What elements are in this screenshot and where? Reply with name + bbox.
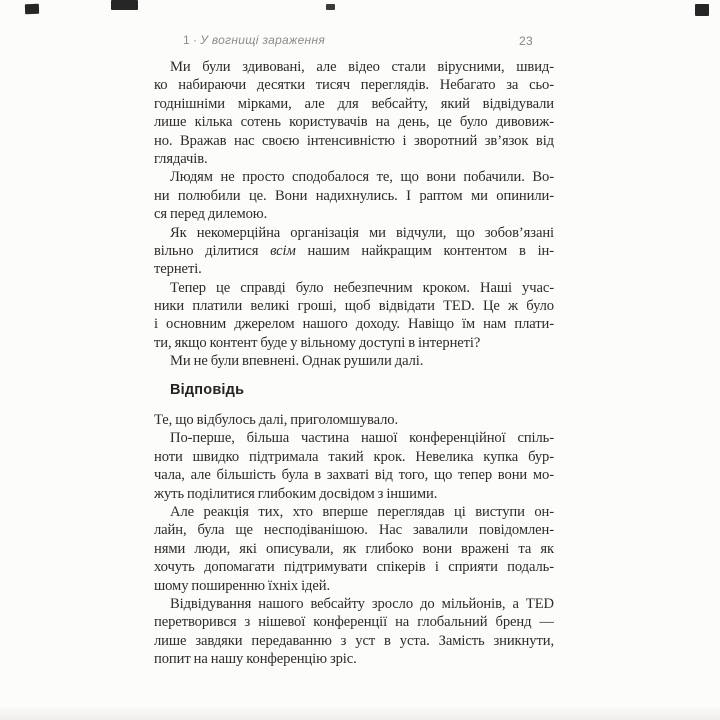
- text-line: годнішніми мірками, але для вебсайту, який відвідували: [154, 95, 554, 112]
- text-line: тернеті.: [154, 261, 202, 278]
- scan-artifact: [695, 4, 709, 16]
- page-number: 23: [519, 34, 533, 48]
- text-line: Відвідування нашого вебсайту зросло до мільйонів, а TED: [170, 595, 554, 612]
- text-line: чала, але більшість була в захваті від того, що тепер вони мо-: [154, 467, 554, 484]
- text-segment: нашим найкращим контентом в ін-: [307, 242, 554, 259]
- text-line: Ми були здивовані, але відео стали вірусними, швид-: [170, 59, 554, 75]
- text-line: Ми не були впевнені. Однак рушили далі.: [170, 353, 424, 370]
- text-line: хочуть допомагати підтримувати спікерів і сприяти подаль-: [154, 559, 554, 576]
- text-line: ники платили великі гроші, щоб відвідати TED. Це ж було: [154, 298, 554, 315]
- text-segment: вільно ділитися: [154, 242, 259, 259]
- text-line: глядачів.: [154, 150, 208, 167]
- page-edge-shadow: [0, 706, 720, 720]
- text-line: Людям не просто сподобалося те, що вони побачили. Во-: [170, 169, 554, 186]
- scan-artifact: [326, 4, 335, 10]
- text-line: ноти швидко підтримала такий крок. Невелика купка бур-: [154, 448, 554, 465]
- paragraph: [154, 168, 554, 223]
- chapter-title: У вогнищі зараження: [200, 33, 326, 47]
- paragraph: [154, 411, 554, 429]
- text-line: лише завдяки передаванню з уст в уста. Замість зникнути,: [154, 632, 554, 649]
- scan-artifact: [111, 0, 138, 10]
- paragraph: [154, 58, 554, 168]
- text-line: Те, що відбулось далі, приголомшувало.: [154, 412, 399, 429]
- section-heading: Відповідь: [170, 381, 245, 398]
- text-line: лайн, була ще несподіванішою. Нас завалили повідомлен-: [154, 522, 554, 539]
- text-line: но. Вражав нас своєю інтенсивністю і зворотний зв’язок від: [154, 132, 554, 149]
- header-separator: ·: [192, 33, 198, 47]
- text-line: ти, якщо контент буде у вільному доступі в інтернеті?: [154, 334, 481, 351]
- paragraph: [154, 595, 554, 669]
- text-line: Тепер це справді було небезпечним кроком. Наші учас-: [170, 279, 554, 296]
- text-line: ся перед дилемою.: [154, 206, 268, 223]
- paragraph: [154, 352, 554, 370]
- chapter-number: 1: [183, 33, 190, 47]
- text-line: лише кілька сотень користувачів на день, це було дивовиж-: [154, 114, 554, 131]
- paragraph: [154, 279, 554, 353]
- running-header: [154, 33, 554, 49]
- paragraph: [154, 429, 554, 503]
- paragraph: [154, 224, 554, 279]
- text-line: жуть поділитися глибоким досвідом з іншими.: [154, 485, 438, 502]
- text-line: попит на нашу конференцію зріс.: [154, 651, 357, 668]
- chapter-label: [183, 33, 325, 47]
- text-line: По-перше, більша частина нашої конференційної спіль-: [170, 430, 554, 447]
- text-line: Як некомерційна організація ми відчули, що зобов’язані: [170, 224, 554, 241]
- text-line: [154, 242, 554, 260]
- paragraph: [154, 503, 554, 595]
- text-line: нями люди, які описували, як глибоко вони вражені та як: [154, 540, 554, 557]
- text-line: Але реакція тих, хто вперше переглядав ці виступи он-: [170, 504, 554, 520]
- text-line: і основним джерелом нашого доходу. Навіщо їм нам плати-: [154, 316, 554, 333]
- text-line: перетворився з нішевої конференції на глобальний бренд —: [154, 614, 554, 631]
- scan-artifact: [25, 4, 39, 14]
- text-line: ко набираючи десятки тисяч переглядів. Небагато за сьо-: [154, 77, 554, 94]
- text-column: [154, 58, 554, 669]
- text-line: шому поширенню їхніх ідей.: [154, 577, 331, 594]
- text-segment-italic: всім: [270, 242, 296, 259]
- text-line: ни полюбили це. Вони надихнулись. І раптом ми опинили-: [154, 187, 554, 204]
